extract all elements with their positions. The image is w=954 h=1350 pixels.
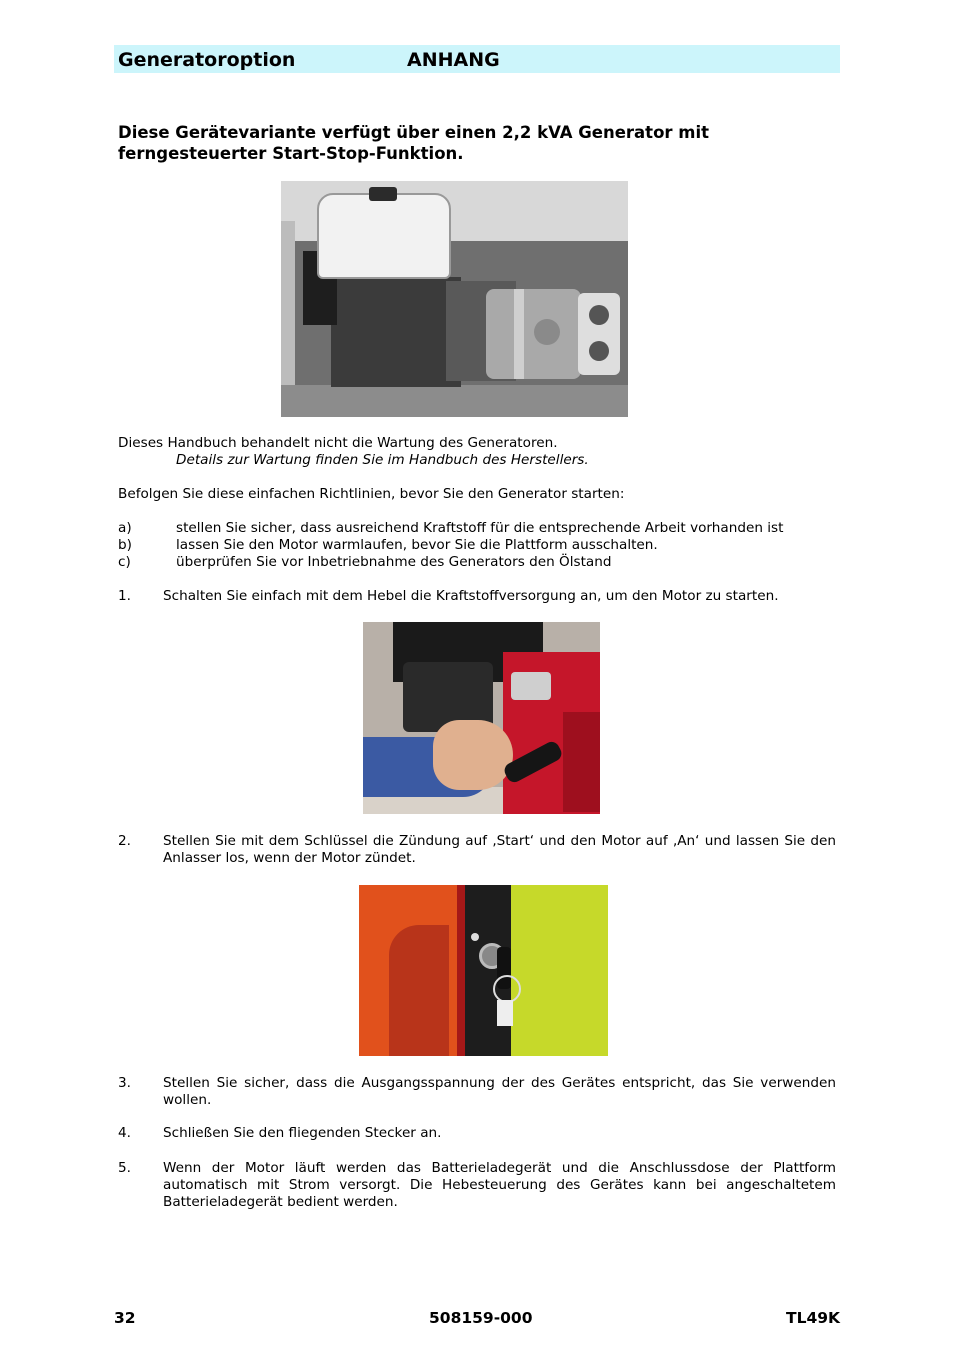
model-name: TL49K: [786, 1309, 841, 1327]
page-number: 32: [114, 1309, 136, 1327]
guideline-item: überprüfen Sie vor Inbetriebnahme des Generators den Ölstand: [176, 554, 612, 570]
section-header: [114, 45, 840, 73]
step-text: Schließen Sie den fliegenden Stecker an.: [163, 1125, 442, 1141]
document-number: 508159-000: [429, 1309, 533, 1327]
fuel-lever-photo: [363, 622, 600, 814]
guideline-item: stellen Sie sicher, dass ausreichend Kraftstoff für die entsprechende Arbeit vorhanden ist: [176, 520, 784, 536]
guideline-marker: b): [118, 537, 132, 553]
step-text: Stellen Sie sicher, dass die Ausgangsspannung der des Gerätes entspricht, das Sie verwenden wollen.: [163, 1075, 836, 1108]
generator-photo: [281, 181, 628, 417]
intro-heading: Diese Gerätevariante verfügt über einen 2,2 kVA Generator mit ferngesteuerter Start-Stop-Funktion.: [118, 123, 710, 163]
step-marker: 4.: [118, 1125, 131, 1141]
ignition-key-photo: [359, 885, 608, 1056]
step-text: Stellen Sie mit dem Schlüssel die Zündung auf ‚Start‘ und den Motor auf ‚An‘ und lassen Sie den Anlasser los, wenn der Motor zündet.: [163, 833, 836, 866]
manual-note: Dieses Handbuch behandelt nicht die Wartung des Generatoren.: [118, 435, 558, 451]
manual-detail: Details zur Wartung finden Sie im Handbuch des Herstellers.: [176, 452, 589, 468]
appendix-title: ANHANG: [407, 49, 500, 71]
guidelines-intro: Befolgen Sie diese einfachen Richtlinien, bevor Sie den Generator starten:: [118, 486, 625, 502]
step-marker: 3.: [118, 1075, 131, 1091]
step-marker: 1.: [118, 588, 131, 604]
guideline-marker: c): [118, 554, 131, 570]
step-text: Schalten Sie einfach mit dem Hebel die Kraftstoffversorgung an, um den Motor zu starten.: [163, 588, 779, 604]
step-marker: 5.: [118, 1160, 131, 1176]
step-marker: 2.: [118, 833, 131, 849]
step-text: Wenn der Motor läuft werden das Batterieladegerät und die Anschlussdose der Plattform automatisch mit Strom versorgt. Die Hebesteuerung des Gerätes kann bei angeschaltetem Batterieladegerät bedient werden.: [163, 1160, 836, 1210]
guideline-marker: a): [118, 520, 132, 536]
section-title: Generatoroption: [118, 49, 296, 71]
guideline-item: lassen Sie den Motor warmlaufen, bevor Sie die Plattform ausschalten.: [176, 537, 658, 553]
